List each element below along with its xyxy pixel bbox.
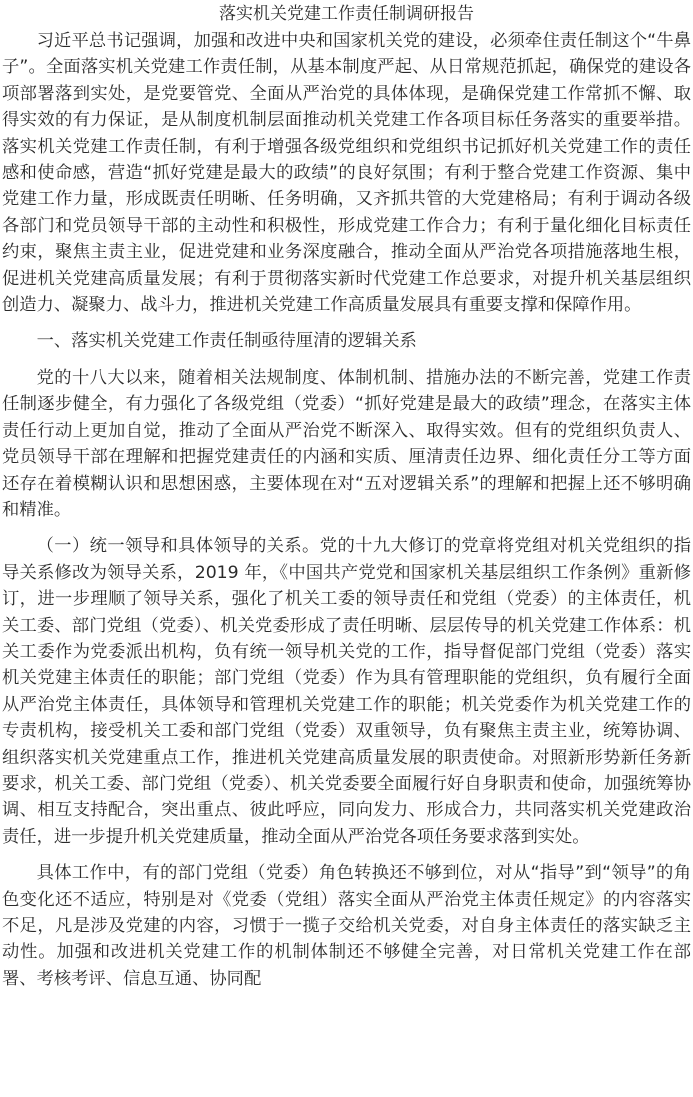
document-page [2, 2, 691, 992]
document-title: 落实机关党建工作责任制调研报告 [219, 4, 474, 24]
spacer [2, 523, 691, 533]
section-paragraph-3: 具体工作中，有的部门党组（党委）角色转换还不够到位，对从“指导”到“领导”的角色变化还不适应，特别是对《党委（党组）落实全面从严治党主体责任规定》的内容落实不足，凡是涉及党建的内容，习惯于一揽子交给机关党委，对自身主体责任的落实缺乏主动性。加强和改进机关党建工作的机制体制还不够健全完善，对日常机关党建工作在部署、考核考评、信息互通、协同配 [2, 863, 691, 989]
spacer [2, 355, 691, 365]
section-heading: 一、落实机关党建工作责任制亟待厘清的逻辑关系 [36, 331, 417, 352]
spacer [2, 318, 691, 328]
section-paragraph-1: 党的十八大以来，随着相关法规制度、体制机制、措施办法的不断完善，党建工作责任制逐步健全，有力强化了各级党组（党委）“抓好党建是最大的政绩”理念，在落实主体责任行动上更加自觉，推动了全面从严治党不断深入、取得实效。但有的党组织负责人、党员领导干部在理解和把握党建责任的内涵和实质、厘清责任边界、细化责任分工等方面还存在着模糊认识和思想困惑，主要体现在对“五对逻辑关系”的理解和把握上还不够明确和精准。 [2, 367, 691, 520]
intro-paragraph: 习近平总书记强调，加强和改进中央和国家机关党的建设，必须牵住责任制这个“牛鼻子”。全面落实机关党建工作责任制，从基本制度严起、从日常规范抓起，确保党的建设各项部署落到实处，是党要管党、全面从严治党的具体体现，是确保党建工作常抓不懈、取得实效的有力保证，是从制度机制层面推动机关党建工作各项目标任务落实的重要举措。落实机关党建工作责任制，有利于增强各级党组织和党组织书记抓好机关党建工作的责任感和使命感，营造“抓好党建是最大的政绩”的良好氛围；有利于整合党建工作资源、集中党建工作力量，形成既责任明晰、任务明确，又齐抓共管的大党建格局；有利于调动各级各部门和党员领导干部的主动性和积极性，形成党建工作合力；有利于量化细化目标责任约束，聚焦主责主业，促进党建和业务深度融合，推动全面从严治党各项措施落地生根，促进机关党建高质量发展；有利于贯彻落实新时代党建工作总要求，对提升机关基层组织创造力、凝聚力、战斗力，推进机关党建工作高质量发展具有重要支撑和保障作用。 [2, 31, 691, 316]
spacer [2, 850, 691, 860]
section-paragraph-2: （一）统一领导和具体领导的关系。党的十九大修订的党章将党组对机关党组织的指导关系修改为领导关系，2019 年，《中国共产党党和国家机关基层组织工作条例》重新修订，进一步理顺了领导关系，强化了机关工委的领导责任和党组（党委）的主体责任，机关工委、部门党组（党委）、机关党委形成了责任明晰、层层传导的机关党建工作体系：机关工委作为党委派出机构，负有统一领导机关党的工作，指导督促部门党组（党委）落实机关党建主体责任的职能；部门党组（党委）作为具有管理职能的党组织，负有履行全面从严治党主体责任，具体领导和管理机关党建工作的职能；机关党委作为机关党建工作的专责机构，接受机关工委和部门党组（党委）双重领导，负有聚焦主责主业，统筹协调、组织落实机关党建重点工作，推进机关党建高质量发展的职责使命。对照新形势新任务新要求，机关工委、部门党组（党委）、机关党委要全面履行好自身职责和使命，加强统筹协调、相互支持配合，突出重点、彼此呼应，同向发力、形成合力，共同落实机关党建政治责任，进一步提升机关党建质量，推动全面从严治党各项任务要求落到实处。 [2, 536, 691, 847]
